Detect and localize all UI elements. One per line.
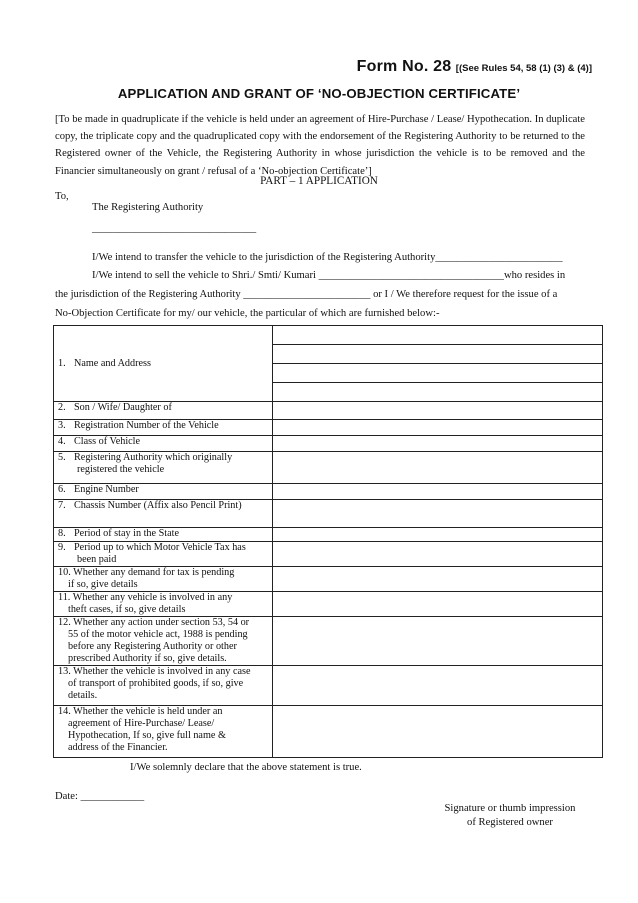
particular-value-field[interactable] <box>273 452 603 484</box>
particular-label-line <box>58 452 268 464</box>
particular-label <box>54 592 273 617</box>
table-row <box>54 500 603 528</box>
particular-label-line <box>58 402 268 414</box>
particular-value-field[interactable] <box>273 706 603 758</box>
row-number: 1. <box>58 357 66 369</box>
table-row <box>54 326 603 402</box>
row-label-text: Whether the vehicle is involved in any case <box>73 666 251 677</box>
row-number: 4. <box>58 436 66 447</box>
row-label-text: Registration Number of the Vehicle <box>74 420 219 431</box>
table-row <box>54 420 603 436</box>
particular-label <box>54 500 273 528</box>
particular-label-line: registered the vehicle <box>77 464 165 475</box>
declaration-statement: I/We solemnly declare that the above statement is true. <box>130 762 362 773</box>
particular-label <box>54 402 273 420</box>
form-title: APPLICATION AND GRANT OF ‘NO-OBJECTION CERTIFICATE’ <box>117 86 521 101</box>
rules-reference: [(See Rules 54, 58 (1) (3) & (4)] <box>455 63 592 74</box>
row-label-text: Registering Authority which originally <box>74 452 233 463</box>
row-label-text: Name and Address <box>74 357 151 369</box>
part-heading: PART – 1 APPLICATION <box>260 175 378 187</box>
table-row <box>54 706 603 758</box>
particular-label-line: before any Registering Authority or other <box>68 641 237 652</box>
particular-value-field[interactable] <box>273 592 603 617</box>
particular-label-line <box>58 484 268 496</box>
table-row <box>54 617 603 666</box>
transfer-statement: I/We intend to transfer the vehicle to the jurisdiction of the Registering Authority________________________ <box>92 252 563 263</box>
table-row <box>54 666 603 706</box>
table-row <box>54 452 603 484</box>
particular-label-line <box>58 706 268 718</box>
particular-label-line <box>58 542 268 554</box>
table-row <box>54 542 603 567</box>
particular-label <box>54 484 273 500</box>
row-label-text: Son / Wife/ Daughter of <box>74 402 172 413</box>
addressee-authority: The Registering Authority <box>92 202 204 213</box>
particular-label-line <box>58 420 268 432</box>
row-label-text: Period of stay in the State <box>74 528 179 539</box>
address-line-field[interactable] <box>273 345 602 364</box>
row-number: 9. <box>58 542 66 553</box>
particular-label-line <box>58 567 268 579</box>
particular-value-field[interactable] <box>273 436 603 452</box>
particular-label-line <box>58 592 268 604</box>
row-label-text: Chassis Number (Affix also Pencil Print) <box>74 500 242 511</box>
particular-value-field[interactable] <box>273 402 603 420</box>
particular-label-line: prescribed Authority if so, give details. <box>68 653 227 664</box>
table-row <box>54 436 603 452</box>
particular-value-field[interactable] <box>273 567 603 592</box>
particular-value-field[interactable] <box>273 617 603 666</box>
particular-label-line <box>58 500 268 512</box>
signature-label: Signature or thumb impression <box>444 803 576 814</box>
table-row <box>54 567 603 592</box>
particular-label <box>54 528 273 542</box>
addressee-blank-line[interactable]: _______________________________ <box>92 223 257 234</box>
particular-label-line: been paid <box>77 554 117 565</box>
particular-value-field[interactable] <box>273 542 603 567</box>
row-label-text: Whether any vehicle is involved in any <box>72 592 233 603</box>
row-number: 14. <box>58 706 71 717</box>
row-number: 3. <box>58 420 66 431</box>
form-number: Form No. 28 <box>356 58 452 75</box>
particular-label <box>54 420 273 436</box>
row-number: 12. <box>58 617 71 628</box>
particular-label <box>54 706 273 758</box>
address-line-field[interactable] <box>273 364 602 383</box>
particular-label <box>54 326 273 402</box>
particular-value-field[interactable] <box>273 484 603 500</box>
particular-label-line <box>58 617 268 629</box>
date-field[interactable]: Date: ____________ <box>55 791 145 802</box>
particular-label-line: of transport of prohibited goods, if so, give <box>68 678 244 689</box>
row-number: 6. <box>58 484 66 495</box>
signature-block <box>410 802 610 830</box>
form-number-header <box>0 58 592 76</box>
row-number: 11. <box>58 592 71 603</box>
row-label-text: Engine Number <box>74 484 139 495</box>
particular-label <box>54 617 273 666</box>
row-label-text: Class of Vehicle <box>74 436 141 447</box>
addressee-to: To, <box>55 191 69 202</box>
address-line-field[interactable] <box>273 383 602 401</box>
table-row <box>54 402 603 420</box>
particular-label-line: agreement of Hire-Purchase/ Lease/ <box>68 718 215 729</box>
row-number: 13. <box>58 666 71 677</box>
particular-label-line: 55 of the motor vehicle act, 1988 is pending <box>68 629 248 640</box>
particular-label-line <box>58 528 268 540</box>
particular-value-field[interactable] <box>273 528 603 542</box>
particular-label-line: Hypothecation, If so, give full name & <box>68 730 226 741</box>
row-number: 2. <box>58 402 66 413</box>
particular-label <box>54 567 273 592</box>
particular-label-line <box>58 666 268 678</box>
particular-label-line <box>58 358 268 370</box>
particular-label <box>54 452 273 484</box>
registered-owner-label: of Registered owner <box>467 817 553 828</box>
jurisdiction-statement: the jurisdiction of the Registering Authority ________________________ or I / We therefore request for the issue of a <box>55 289 558 300</box>
sell-statement: I/We intend to sell the vehicle to Shri./ Smti/ Kumari ___________________________________who resides in <box>92 270 566 281</box>
instructions-paragraph: [To be made in quadruplicate if the vehicle is held under an agreement of Hire-Purchase / Lease/ Hypothecation. In duplicate copy, the triplicate copy and the quadruplicated copy with the endorsement of the Registering Authority to be returned to the Registered owner of the Vehicle, the Registering Authority in whose jurisdiction the vehicle is to be removed and the Financier simultaneously on grant / refusal of a ‘No-objection Certificate’] <box>55 114 585 177</box>
vehicle-particulars-table <box>53 325 603 758</box>
row-number: 8. <box>58 528 66 539</box>
particular-value-field[interactable] <box>273 500 603 528</box>
particular-label-line <box>58 436 268 448</box>
noc-request-statement: No-Objection Certificate for my/ our vehicle, the particular of which are furnished below:- <box>55 308 440 319</box>
particular-label <box>54 542 273 567</box>
particular-label <box>54 436 273 452</box>
row-label-text: Whether the vehicle is held under an <box>73 706 223 717</box>
table-row <box>54 528 603 542</box>
particular-value-field[interactable] <box>273 326 603 402</box>
row-number: 5. <box>58 452 66 463</box>
particular-label-line: if so, give details <box>68 579 138 590</box>
particular-label-line: address of the Financier. <box>68 742 168 753</box>
particular-label <box>54 666 273 706</box>
row-number: 10. <box>58 567 71 578</box>
table-row <box>54 592 603 617</box>
row-number: 7. <box>58 500 66 511</box>
address-line-field[interactable] <box>273 326 602 345</box>
row-label-text: Whether any demand for tax is pending <box>73 567 235 578</box>
row-label-text: Whether any action under section 53, 54 or <box>73 617 250 628</box>
particular-label-line: theft cases, if so, give details <box>68 604 186 615</box>
particular-label-line: details. <box>68 690 98 701</box>
row-label-text: Period up to which Motor Vehicle Tax has <box>74 542 246 553</box>
table-row <box>54 484 603 500</box>
particular-value-field[interactable] <box>273 420 603 436</box>
particular-value-field[interactable] <box>273 666 603 706</box>
